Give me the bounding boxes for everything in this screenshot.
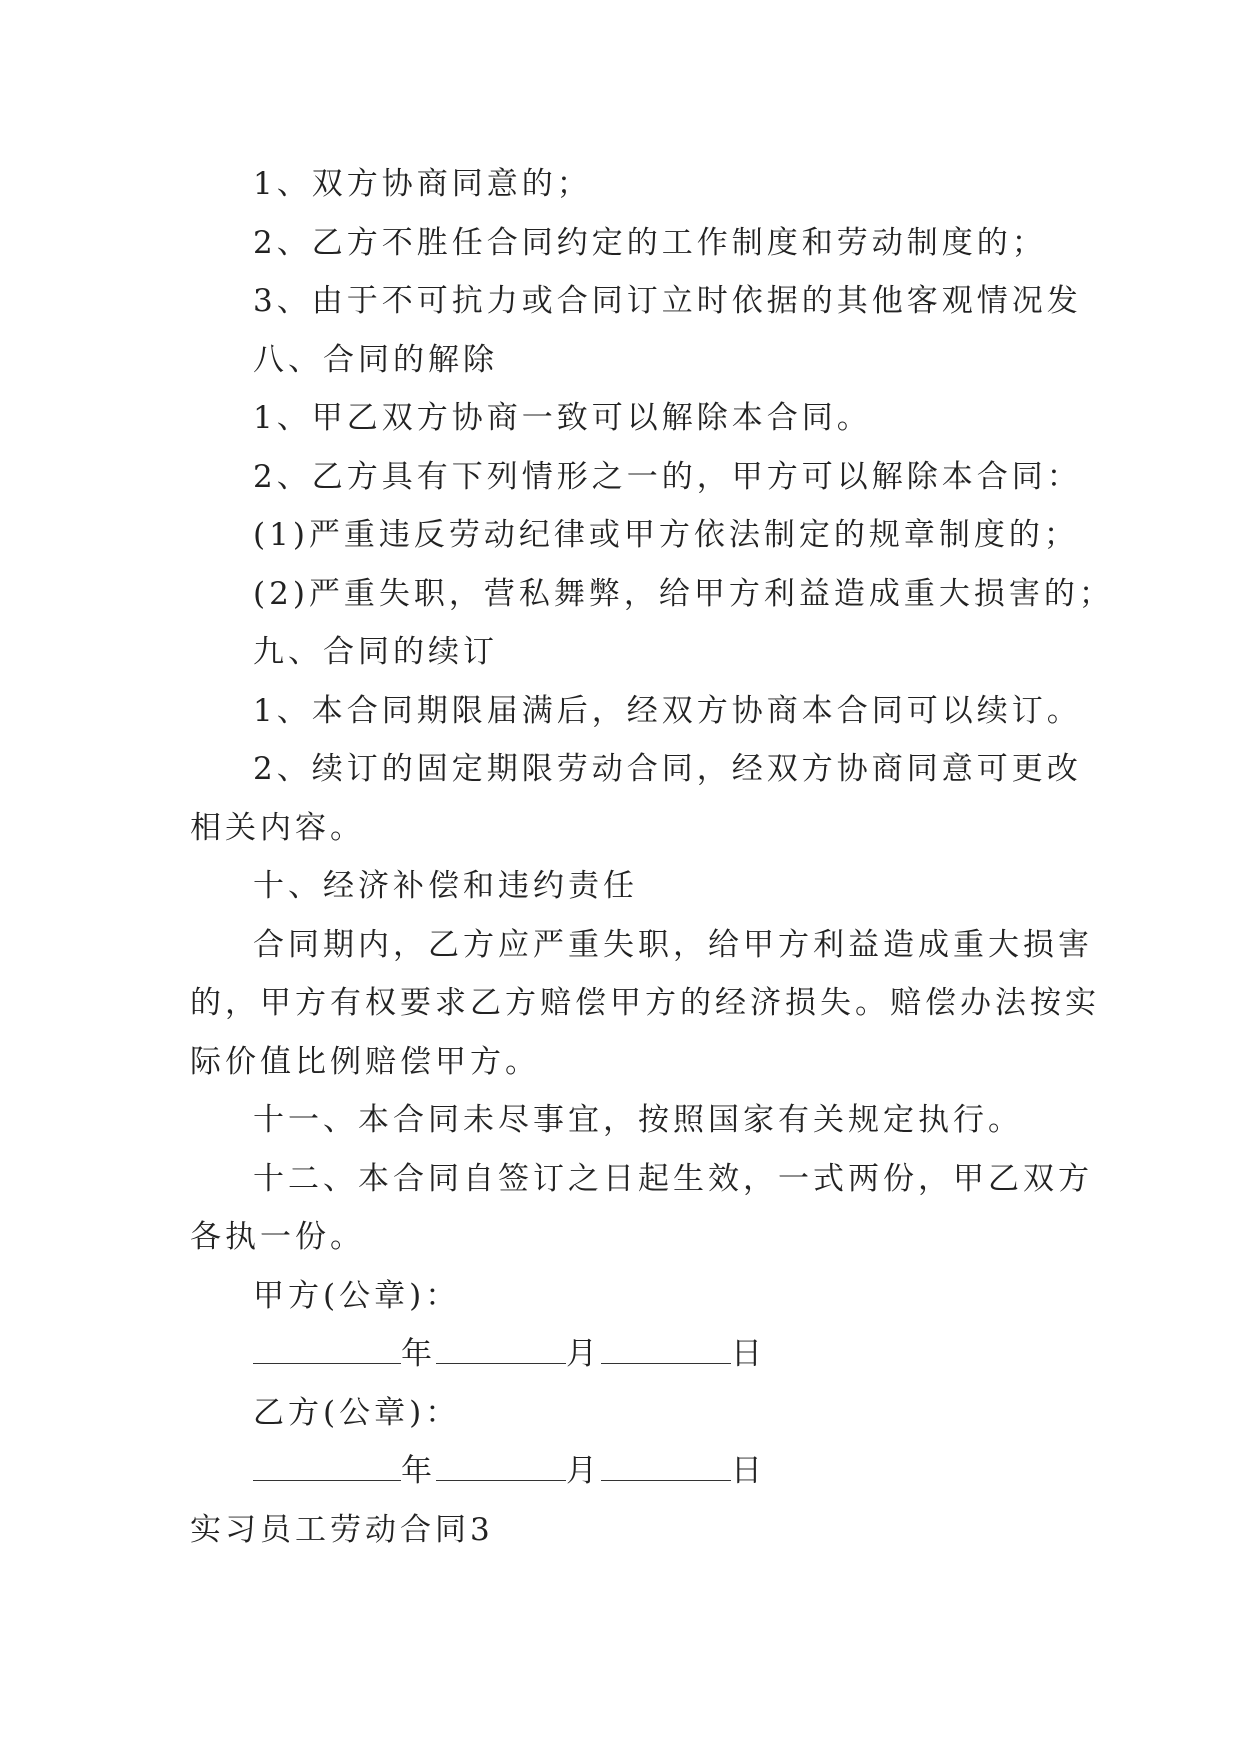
party-b-seal-label: 乙方(公章)： xyxy=(253,1394,461,1431)
section-heading: 十、经济补偿和违约责任 xyxy=(253,868,638,904)
clause-line: 3、由于不可抗力或合同订立时依据的其他客观情况发 xyxy=(253,283,1082,319)
month-blank xyxy=(436,1454,566,1481)
year-blank xyxy=(253,1454,401,1481)
clause-line: 2、乙方不胜任合同约定的工作制度和劳动制度的； xyxy=(253,224,1047,261)
section-heading: 八、合同的解除 xyxy=(253,341,498,378)
year-blank xyxy=(253,1337,401,1364)
clause-line: 相关内容。 xyxy=(190,809,365,846)
clause-line: 2、续订的固定期限劳动合同，经双方协商同意可更改 xyxy=(253,751,1082,787)
clause-line: 十一、本合同未尽事宜，按照国家有关规定执行。 xyxy=(253,1102,1023,1138)
party-b-date-line xyxy=(190,1442,1060,1501)
clause-line: 十二、本合同自签订之日起生效，一式两份，甲乙双方 xyxy=(253,1160,1093,1197)
month-label: 月 xyxy=(566,1453,601,1489)
month-label: 月 xyxy=(566,1336,601,1372)
clause-line: (1)严重违反劳动纪律或甲方依法制定的规章制度的； xyxy=(253,517,1079,553)
clause-line: 际价值比例赔偿甲方。 xyxy=(190,1043,540,1080)
clause-line: 1、本合同期限届满后，经双方协商本合同可以续订。 xyxy=(253,692,1082,729)
party-a-date-line xyxy=(190,1325,1060,1384)
year-label: 年 xyxy=(401,1453,436,1489)
year-label: 年 xyxy=(401,1336,436,1372)
clause-line: 2、乙方具有下列情形之一的，甲方可以解除本合同： xyxy=(253,458,1082,495)
clause-line: (2)严重失职，营私舞弊，给甲方利益造成重大损害的； xyxy=(253,575,1114,612)
clause-line: 的，甲方有权要求乙方赔偿甲方的经济损失。赔偿办法按实 xyxy=(190,985,1100,1021)
day-blank xyxy=(601,1337,731,1364)
next-document-title: 实习员工劳动合同3 xyxy=(190,1511,494,1548)
clause-line: 1、甲乙双方协商一致可以解除本合同。 xyxy=(253,400,872,436)
clause-line: 合同期内，乙方应严重失职，给甲方利益造成重大损害 xyxy=(253,926,1093,963)
month-blank xyxy=(436,1337,566,1364)
day-blank xyxy=(601,1454,731,1481)
clause-line: 1、双方协商同意的； xyxy=(253,166,592,202)
day-label: 日 xyxy=(731,1453,766,1489)
section-heading: 九、合同的续订 xyxy=(253,634,498,670)
party-a-seal-label: 甲方(公章)： xyxy=(253,1277,461,1314)
clause-line: 各执一份。 xyxy=(190,1219,365,1255)
day-label: 日 xyxy=(731,1336,766,1372)
contract-body xyxy=(190,155,1114,1559)
